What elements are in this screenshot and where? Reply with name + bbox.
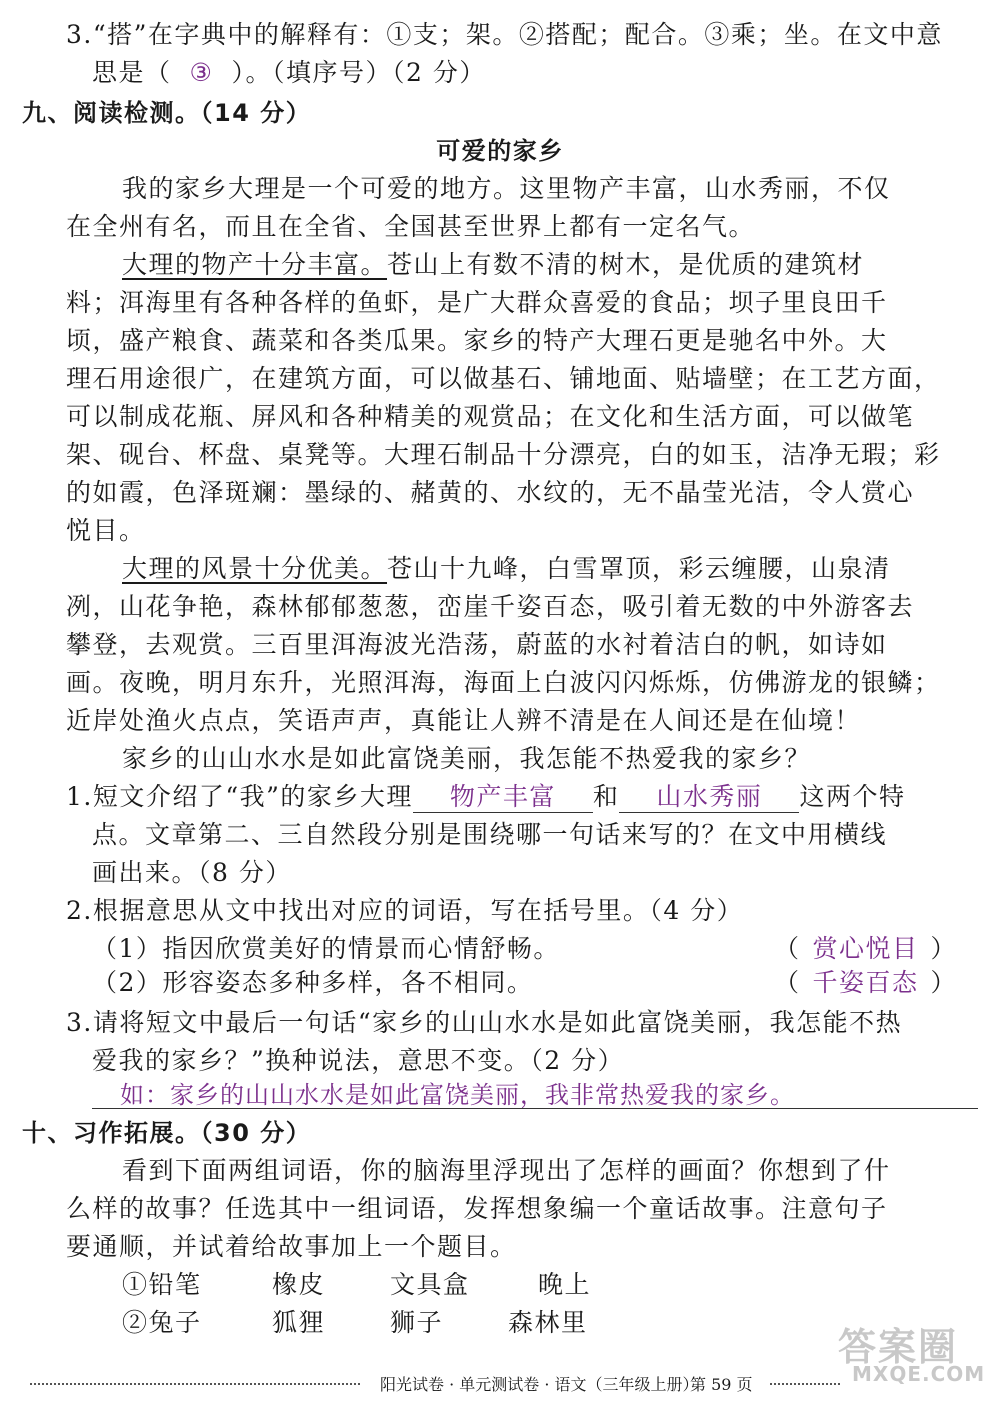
question-8-3-line2: 思是（ ③ ）。（填序号）（2 分） <box>92 56 486 90</box>
paragraph-1-line-1: 我的家乡大理是一个可爱的地方。这里物产丰富，山水秀丽，不仅 <box>122 174 891 203</box>
word-group-2-item-3: 狮子 <box>390 1308 444 1337</box>
watermark-url: MXQE.COM <box>852 1362 986 1386</box>
footer-text: 阳光试卷 · 单元测试卷 · 语文（三年级上册） <box>380 1375 699 1394</box>
question-9-1-line2: 点。文章第二、三自然段分别是围绕哪一句话来写的？在文中用横线 <box>92 820 888 849</box>
question-9-3-answer[interactable]: 如：家乡的山山水水是如此富饶美丽，我非常热爱我的家乡。 <box>120 1081 795 1109</box>
answer-blank-1[interactable]: 物产丰富 <box>413 782 593 813</box>
footer-divider-left <box>30 1383 360 1385</box>
watermark-logo: 答案圈 <box>838 1325 959 1369</box>
question-9-2-answer-2[interactable]: （ 千姿百态 ） <box>774 968 958 997</box>
word-group-1-item-1: ①铅笔 <box>122 1270 202 1299</box>
paragraph-2-line-2: 料；洱海里有各种各样的鱼虾，是广大群众喜爱的食品；坝子里良田千 <box>66 288 888 317</box>
question-9-2-answer-1[interactable]: （ 赏心悦目 ） <box>774 934 958 963</box>
word-group-1-item-3: 文具盒 <box>390 1270 470 1299</box>
page-number: 第 59 页 <box>690 1375 753 1394</box>
footer-divider-right <box>770 1383 840 1385</box>
writing-prompt-line-1: 看到下面两组词语，你的脑海里浮现出了怎样的画面？你想到了什 <box>122 1156 891 1185</box>
word-group-1-item-4: 晚上 <box>538 1270 592 1299</box>
question-9-2-item-1: （1）指因欣赏美好的情景而心情舒畅。 <box>92 934 560 963</box>
paragraph-3-line-5: 近岸处渔火点点，笑语声声，真能让人辨不清是在人间还是在仙境！ <box>66 706 862 735</box>
answer-line <box>92 1108 978 1109</box>
paragraph-2-line-5: 可以制成花瓶、屏风和各种精美的观赏品；在文化和生活方面，可以做笔 <box>66 402 915 431</box>
underlined-topic-sentence-1: 大理的物产十分丰富。 <box>122 250 388 279</box>
answer-blank-2[interactable]: 山水秀丽 <box>619 782 799 813</box>
paragraph-2-line-4: 理石用途很广，在建筑方面，可以做基石、铺地面、贴墙壁；在工艺方面， <box>66 364 941 393</box>
writing-prompt-line-2: 么样的故事？任选其中一组词语，发挥想象编一个童话故事。注意句子 <box>66 1194 888 1223</box>
word-group-2-item-2: 狐狸 <box>272 1308 326 1337</box>
paragraph-3-line-1: 大理的风景十分优美。苍山十九峰，白雪罩顶，彩云缠腰，山泉清 <box>122 554 891 583</box>
word-group-1-item-2: 橡皮 <box>272 1270 326 1299</box>
question-9-3-line1: 3.请将短文中最后一句话“家乡的山山水水是如此富饶美丽，我怎能不热 <box>66 1008 903 1037</box>
paragraph-2-line-1: 大理的物产十分丰富。苍山上有数不清的树木，是优质的建筑材 <box>122 250 865 279</box>
question-8-3-line1: 3.“搭”在字典中的解释有：①支；架。②搭配；配合。③乘；坐。在文中意 <box>66 20 943 49</box>
paragraph-3-line-4: 画。夜晚，明月东升，光照洱海，海面上白波闪闪烁烁，仿佛游龙的银鳞； <box>66 668 941 697</box>
writing-prompt-line-3: 要通顺，并试着给故事加上一个题目。 <box>66 1232 517 1261</box>
passage-title: 可爱的家乡 <box>436 137 564 165</box>
question-9-2-stem: 2.根据意思从文中找出对应的词语，写在括号里。（4 分） <box>66 896 744 925</box>
paragraph-2-line-3: 顷，盛产粮食、蔬菜和各类瓜果。家乡的特产大理石更是驰名中外。大 <box>66 326 888 355</box>
question-9-3-line2: 爱我的家乡？”换种说法，意思不变。（2 分） <box>92 1046 625 1075</box>
paragraph-1-line-2: 在全州有名，而且在全省、全国甚至世界上都有一定名气。 <box>66 212 756 241</box>
word-group-2-item-4: 森林里 <box>508 1308 588 1337</box>
paragraph-4: 家乡的山山水水是如此富饶美丽，我怎能不热爱我的家乡？ <box>122 744 812 773</box>
underlined-topic-sentence-2: 大理的风景十分优美。 <box>122 554 388 583</box>
paragraph-2-line-8: 悦目。 <box>66 516 146 545</box>
answer-8-3: ③ <box>189 58 214 87</box>
paragraph-2-line-7: 的如霞，色泽斑斓：墨绿的、赭黄的、水纹的，无不晶莹光洁，令人赏心 <box>66 478 915 507</box>
section-9-heading: 九、阅读检测。（14 分） <box>22 99 312 127</box>
paragraph-3-line-2: 冽，山花争艳，森林郁郁葱葱，峦崖千姿百态，吸引着无数的中外游客去 <box>66 592 915 621</box>
section-10-heading: 十、习作拓展。（30 分） <box>22 1119 312 1147</box>
word-group-2-item-1: ②兔子 <box>122 1308 202 1337</box>
question-9-1-line1: 1.短文介绍了“我”的家乡大理 物产丰富 和 山水秀丽 这两个特 <box>66 782 906 811</box>
paragraph-2-line-6: 架、砚台、杯盘、桌凳等。大理石制品十分漂亮，白的如玉，洁净无瑕；彩 <box>66 440 941 469</box>
question-9-1-line3: 画出来。（8 分） <box>92 858 292 887</box>
question-9-2-item-2: （2）形容姿态多种多样，各不相同。 <box>92 968 534 997</box>
paragraph-3-line-3: 攀登，去观赏。三百里洱海波光浩荡，蔚蓝的水衬着洁白的帆，如诗如 <box>66 630 888 659</box>
